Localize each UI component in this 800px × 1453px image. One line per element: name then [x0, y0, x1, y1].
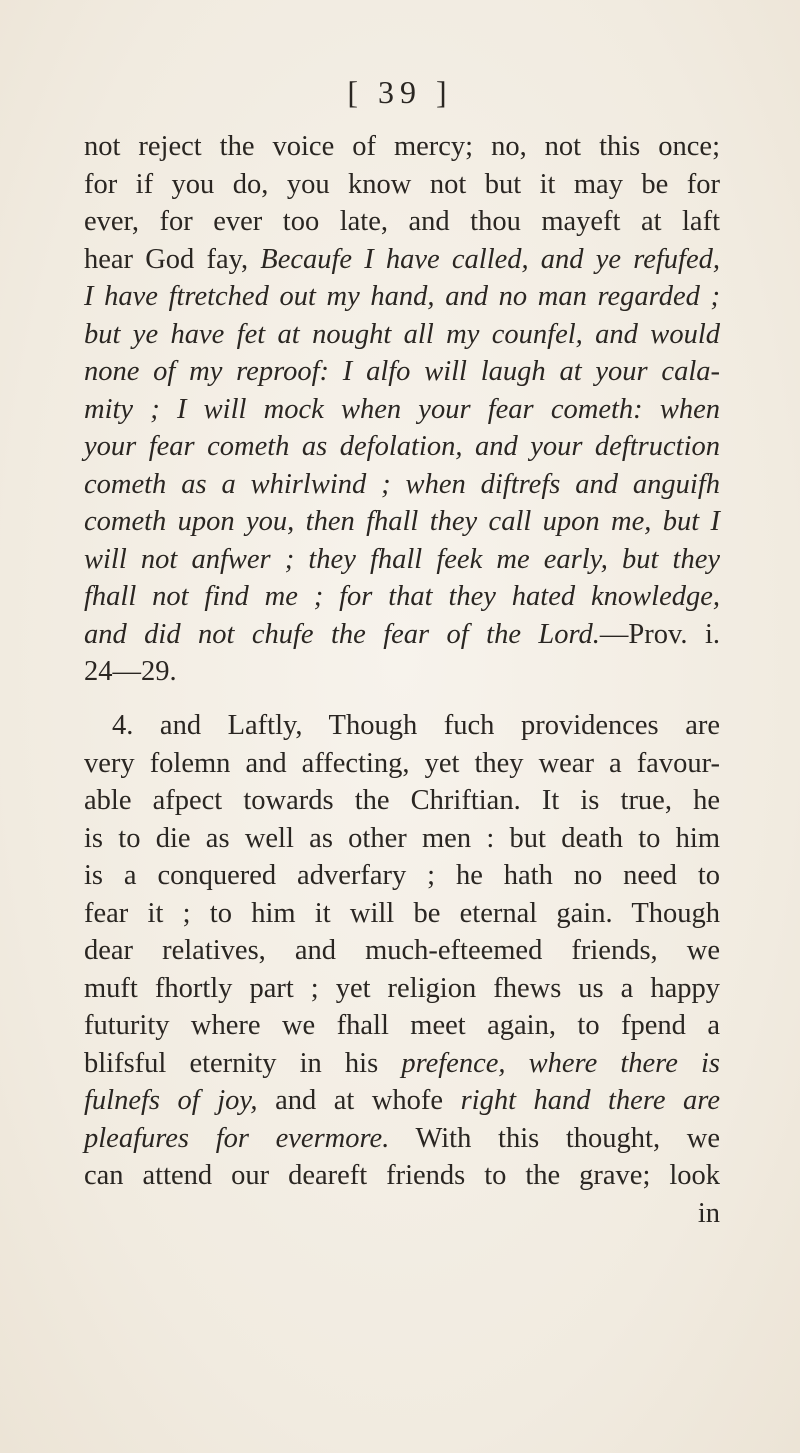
text-segment: dear relatives, and much-efteemed friends, we [84, 935, 720, 966]
text-segment: for if you do, you know not but it may be for [84, 168, 720, 200]
text-segment: is a conquered adverfary ; he hath no need to [84, 860, 720, 891]
text-line [84, 503, 720, 541]
italic-text: and did not chufe the fear of the Lord. [84, 618, 600, 650]
text-line [84, 166, 720, 204]
paragraph-1 [84, 128, 720, 691]
italic-text: mity ; I will mock when your fear cometh: when [84, 393, 720, 425]
text-line [84, 616, 720, 654]
text-line [84, 653, 720, 691]
text-line [84, 241, 720, 279]
text-line [84, 278, 720, 316]
text-segment: fear it ; to him it will be eternal gain. Though [84, 897, 720, 929]
text-line [84, 541, 720, 579]
text-line [84, 428, 720, 466]
italic-text: will not anfwer ; they fhall feek me early, but they [84, 543, 720, 575]
text-segment: blifsful eternity in his [84, 1047, 402, 1079]
italic-text: your fear cometh as defolation, and your deftruction [84, 431, 720, 462]
italic-text: prefence, where there is [401, 1047, 720, 1079]
text-line [84, 782, 720, 820]
text-line [84, 707, 720, 745]
text-segment: very folemn and affecting, yet they wear a favour- [84, 747, 720, 779]
text-line [84, 1195, 720, 1233]
text-line [84, 128, 720, 166]
italic-text: right hand there are [460, 1085, 720, 1116]
text-line [84, 316, 720, 354]
text-line [84, 1157, 720, 1195]
italic-text: but ye have fet at nought all my counfel, and would [84, 318, 720, 350]
text-line [84, 745, 720, 783]
text-segment: can attend our deareft friends to the grave; look [84, 1160, 720, 1191]
italic-text: fhall not find me ; for that they hated knowledge, [84, 581, 720, 612]
text-line [84, 391, 720, 429]
italic-text: none of my reproof: I alfo will laugh at your cala- [84, 356, 720, 387]
page-number: [ 39 ] [347, 74, 453, 110]
text-segment: in [697, 1197, 720, 1229]
text-line [84, 895, 720, 933]
text-line [84, 1007, 720, 1045]
text-line [84, 353, 720, 391]
text-line [84, 1045, 720, 1083]
text-segment: ever, for ever too late, and thou mayeft at laft [84, 206, 720, 237]
italic-text: cometh as a whirlwind ; when diftrefs and anguifh [84, 468, 720, 500]
text-line [84, 1082, 720, 1120]
text-line [84, 970, 720, 1008]
text-line [84, 857, 720, 895]
text-line [84, 578, 720, 616]
text-segment: 4. and Laftly, Though fuch providences are [112, 710, 720, 741]
italic-text: cometh upon you, then fhall they call upon me, but I [84, 506, 720, 537]
text-line [84, 203, 720, 241]
text-segment: is to die as well as other men : but death to him [84, 822, 720, 854]
text-segment: hear God fay, [84, 243, 261, 275]
text-segment: able afpect towards the Chriftian. It is true, he [84, 785, 720, 816]
text-line [84, 1120, 720, 1158]
italic-text: Becaufe I have called, and ye refufed, [260, 243, 720, 275]
text-line [84, 932, 720, 970]
italic-text: I have ftretched out my hand, and no man regarded ; [84, 281, 720, 312]
italic-text: pleafures for evermore. [84, 1122, 390, 1154]
italic-text: fulnefs of joy, [84, 1085, 258, 1116]
text-segment: and at whofe [257, 1085, 461, 1116]
text-line [84, 820, 720, 858]
text-segment: —Prov. i. [599, 618, 720, 650]
text-segment: futurity where we fhall meet again, to fpend a [84, 1010, 720, 1041]
paragraph-2 [84, 707, 720, 1232]
text-segment: muft fhortly part ; yet religion fhews us a happy [84, 972, 720, 1004]
text-segment: 24—29. [84, 656, 177, 687]
text-segment: not reject the voice of mercy; no, not this once; [84, 131, 720, 162]
text-segment: With this thought, we [389, 1122, 721, 1154]
text-line [84, 466, 720, 504]
